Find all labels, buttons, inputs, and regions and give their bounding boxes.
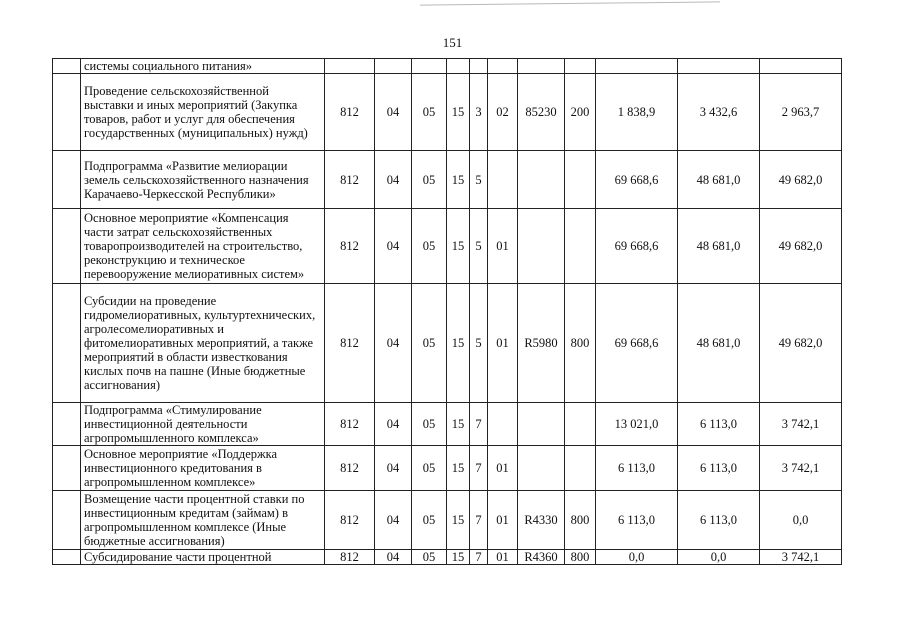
program-code-cell: 15 (447, 74, 470, 151)
row-number-cell (53, 209, 81, 284)
amount-year2-cell: 6 113,0 (678, 403, 760, 446)
amount-year2-cell: 3 432,6 (678, 74, 760, 151)
item-name-cell: Возмещение части процентной ставки по инвестиционным кредитам (займам) в агропромышленном комплексе (Иные бюджетные ассигнования) (81, 491, 325, 550)
section-code-cell: 04 (375, 446, 412, 491)
amount-year3-cell (760, 59, 842, 74)
subprogram-code-cell: 5 (470, 209, 488, 284)
amount-year1-cell: 69 668,6 (596, 209, 678, 284)
row-number-cell (53, 550, 81, 565)
row-number-cell (53, 491, 81, 550)
row-number-cell (53, 446, 81, 491)
amount-year1-cell: 6 113,0 (596, 446, 678, 491)
amount-year2-cell: 0,0 (678, 550, 760, 565)
item-name-cell: Субсидирование части процентной (81, 550, 325, 565)
row-number-cell (53, 284, 81, 403)
target-article-code-cell (518, 446, 565, 491)
table-row (53, 284, 842, 403)
subsection-code-cell: 05 (412, 284, 447, 403)
amount-year1-cell: 69 668,6 (596, 151, 678, 209)
subsection-code-cell: 05 (412, 209, 447, 284)
expense-type-cell (565, 446, 596, 491)
target-article-code-cell: 85230 (518, 74, 565, 151)
amount-year3-cell: 0,0 (760, 491, 842, 550)
amount-year2-cell: 6 113,0 (678, 446, 760, 491)
scan-artifact-line (420, 1, 720, 5)
amount-year2-cell: 48 681,0 (678, 284, 760, 403)
section-code-cell: 04 (375, 491, 412, 550)
program-code-cell: 15 (447, 209, 470, 284)
table-row (53, 491, 842, 550)
program-code-cell: 15 (447, 151, 470, 209)
activity-code-cell: 01 (488, 209, 518, 284)
subsection-code-cell: 05 (412, 74, 447, 151)
table-row (53, 446, 842, 491)
subprogram-code-cell: 7 (470, 550, 488, 565)
item-name-cell: Проведение сельскохозяйственной выставки и иных мероприятий (Закупка товаров, работ и услуг для обеспечения государственных (муниципальных) нужд) (81, 74, 325, 151)
program-code-cell: 15 (447, 491, 470, 550)
program-code-cell: 15 (447, 446, 470, 491)
amount-year1-cell: 1 838,9 (596, 74, 678, 151)
section-code-cell: 04 (375, 209, 412, 284)
amount-year3-cell: 3 742,1 (760, 446, 842, 491)
amount-year2-cell: 48 681,0 (678, 209, 760, 284)
ministry-code-cell: 812 (325, 403, 375, 446)
amount-year1-cell: 6 113,0 (596, 491, 678, 550)
target-article-code-cell: R4360 (518, 550, 565, 565)
budget-table (52, 58, 842, 565)
program-code-cell: 15 (447, 403, 470, 446)
expense-type-cell (565, 403, 596, 446)
subsection-code-cell: 05 (412, 446, 447, 491)
ministry-code-cell: 812 (325, 284, 375, 403)
ministry-code-cell: 812 (325, 74, 375, 151)
table-row (53, 403, 842, 446)
amount-year3-cell: 2 963,7 (760, 74, 842, 151)
row-number-cell (53, 403, 81, 446)
program-code-cell (447, 59, 470, 74)
amount-year2-cell: 6 113,0 (678, 491, 760, 550)
subsection-code-cell: 05 (412, 151, 447, 209)
program-code-cell: 15 (447, 284, 470, 403)
item-name-cell: Субсидии на проведение гидромелиоративных, культуртехнических, агролесомелиоративных и фитомелиоративных мероприятий, а также мероприятий в области известкования кислых почв на пашне (Иные бюджетные ассигнования) (81, 284, 325, 403)
row-number-cell (53, 59, 81, 74)
program-code-cell: 15 (447, 550, 470, 565)
ministry-code-cell: 812 (325, 550, 375, 565)
subsection-code-cell: 05 (412, 550, 447, 565)
subprogram-code-cell (470, 59, 488, 74)
item-name-cell: системы социального питания» (81, 59, 325, 74)
target-article-code-cell (518, 151, 565, 209)
table-row (53, 59, 842, 74)
expense-type-cell (565, 59, 596, 74)
section-code-cell (375, 59, 412, 74)
amount-year3-cell: 49 682,0 (760, 151, 842, 209)
activity-code-cell: 01 (488, 446, 518, 491)
subsection-code-cell: 05 (412, 403, 447, 446)
ministry-code-cell: 812 (325, 209, 375, 284)
subprogram-code-cell: 5 (470, 151, 488, 209)
table-row (53, 209, 842, 284)
item-name-cell: Основное мероприятие «Поддержка инвестиционного кредитования в агропромышленном комплексе» (81, 446, 325, 491)
table-row (53, 74, 842, 151)
amount-year3-cell: 49 682,0 (760, 209, 842, 284)
target-article-code-cell: R4330 (518, 491, 565, 550)
section-code-cell: 04 (375, 151, 412, 209)
target-article-code-cell (518, 403, 565, 446)
amount-year1-cell: 69 668,6 (596, 284, 678, 403)
expense-type-cell: 800 (565, 284, 596, 403)
page-number: 151 (442, 35, 463, 50)
subsection-code-cell: 05 (412, 491, 447, 550)
amount-year3-cell: 3 742,1 (760, 550, 842, 565)
row-number-cell (53, 74, 81, 151)
item-name-cell: Основное мероприятие «Компенсация части затрат сельскохозяйственных товаропроизводителей на строительство, реконструкцию и техническое перевооружение мелиоративных систем» (81, 209, 325, 284)
ministry-code-cell: 812 (325, 151, 375, 209)
section-code-cell: 04 (375, 74, 412, 151)
activity-code-cell: 01 (488, 550, 518, 565)
activity-code-cell: 01 (488, 491, 518, 550)
target-article-code-cell (518, 59, 565, 74)
expense-type-cell (565, 151, 596, 209)
item-name-cell: Подпрограмма «Стимулирование инвестиционной деятельности агропромышленного комплекса» (81, 403, 325, 446)
amount-year1-cell (596, 59, 678, 74)
activity-code-cell (488, 403, 518, 446)
expense-type-cell: 800 (565, 550, 596, 565)
subsection-code-cell (412, 59, 447, 74)
ministry-code-cell: 812 (325, 446, 375, 491)
amount-year3-cell: 3 742,1 (760, 403, 842, 446)
section-code-cell: 04 (375, 403, 412, 446)
target-article-code-cell: R5980 (518, 284, 565, 403)
expense-type-cell: 800 (565, 491, 596, 550)
section-code-cell: 04 (375, 550, 412, 565)
target-article-code-cell (518, 209, 565, 284)
table-row (53, 151, 842, 209)
expense-type-cell: 200 (565, 74, 596, 151)
amount-year1-cell: 13 021,0 (596, 403, 678, 446)
table-row (53, 550, 842, 565)
subprogram-code-cell: 7 (470, 491, 488, 550)
amount-year2-cell (678, 59, 760, 74)
subprogram-code-cell: 7 (470, 446, 488, 491)
subprogram-code-cell: 3 (470, 74, 488, 151)
amount-year1-cell: 0,0 (596, 550, 678, 565)
activity-code-cell (488, 59, 518, 74)
ministry-code-cell: 812 (325, 491, 375, 550)
activity-code-cell: 01 (488, 284, 518, 403)
expense-type-cell (565, 209, 596, 284)
subprogram-code-cell: 5 (470, 284, 488, 403)
amount-year3-cell: 49 682,0 (760, 284, 842, 403)
section-code-cell: 04 (375, 284, 412, 403)
row-number-cell (53, 151, 81, 209)
amount-year2-cell: 48 681,0 (678, 151, 760, 209)
activity-code-cell: 02 (488, 74, 518, 151)
ministry-code-cell (325, 59, 375, 74)
activity-code-cell (488, 151, 518, 209)
subprogram-code-cell: 7 (470, 403, 488, 446)
item-name-cell: Подпрограмма «Развитие мелиорации земель сельскохозяйственного назначения Карачаево-Черкесской Республики» (81, 151, 325, 209)
